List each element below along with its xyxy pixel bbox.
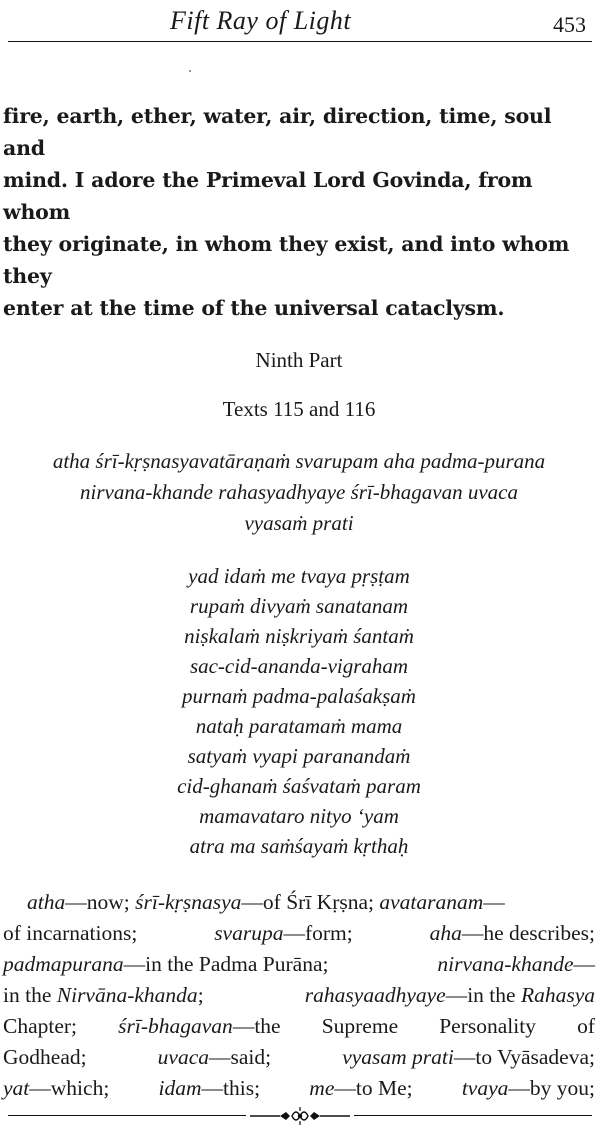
gloss: —said; — [209, 1045, 272, 1069]
synonyms-line — [3, 918, 595, 949]
lead-line: enter at the time of the universal cataclysm. — [3, 296, 505, 320]
term: Nirvāna-khanda — [56, 983, 198, 1007]
synonyms-line — [3, 1042, 595, 1073]
term: yat — [3, 1076, 30, 1100]
verse-line: mamavataro nityo ‘yam — [199, 804, 399, 828]
verse-line: niṣkalaṁ niṣkriyaṁ śantaṁ — [184, 624, 414, 648]
page-header — [0, 0, 600, 48]
term: Rahasya — [520, 983, 595, 1007]
gloss: Godhead; — [3, 1045, 87, 1069]
verse-line: satyaṁ vyapi paranandaṁ — [187, 744, 411, 768]
synonyms-line — [3, 1073, 595, 1104]
gloss: Supreme — [321, 1014, 399, 1038]
intro-line: vyasaṁ prati — [244, 511, 354, 535]
synonyms-line — [3, 1011, 595, 1042]
page-footer — [0, 1104, 600, 1128]
lead-line: they originate, in whom they exist, and into whom they — [3, 232, 570, 288]
intro-line: atha śrī-kṛṣnasyavatāraṇaṁ svarupam aha padma-purana — [52, 449, 546, 473]
term: aha — [429, 921, 462, 945]
synonyms-line — [3, 949, 595, 980]
term: vyasam prati — [342, 1045, 454, 1069]
gloss: Personality — [439, 1014, 536, 1038]
intro-line: nirvana-khande rahasyadhyaye śrī-bhagavan uvaca — [80, 480, 518, 504]
verse-line: sac-cid-ananda-vigraham — [189, 654, 409, 678]
gloss: —form; — [283, 921, 353, 945]
verse-line: atra ma saṁśayaṁ kṛthaḥ — [189, 834, 409, 858]
footer-rule-left — [8, 1115, 246, 1116]
gloss: of — [577, 1014, 595, 1038]
verse-line: cid-ghanaṁ śaśvataṁ param — [177, 774, 421, 798]
term: avataranam — [379, 890, 484, 914]
term: śrī-kṛṣnasya — [135, 890, 242, 914]
term: uvaca — [157, 1045, 210, 1069]
gloss: —by you; — [508, 1076, 595, 1100]
gloss: — — [483, 890, 505, 914]
gloss: of incarnations; — [3, 921, 138, 945]
verse-line: nataḥ paratamaṁ mama — [195, 714, 403, 738]
section-heading: Ninth Part — [255, 348, 343, 372]
page-body — [3, 100, 595, 1104]
verse-line: rupaṁ divyaṁ sanatanam — [189, 594, 409, 618]
gloss: —in the Padma Purāna; — [123, 952, 329, 976]
lead-paragraph — [3, 100, 595, 324]
running-title: Fift Ray of Light — [170, 6, 352, 35]
term: atha — [27, 890, 66, 914]
lead-line: mind. I adore the Primeval Lord Govinda, from whom — [3, 168, 533, 224]
synonyms-paragraph — [3, 887, 595, 1104]
header-rule — [8, 41, 592, 42]
gloss: —to Me; — [334, 1076, 413, 1100]
ornament-flourish-icon — [250, 1104, 350, 1128]
term: śrī-bhagavan — [118, 1014, 233, 1038]
verse-line: yad idaṁ me tvaya pṛṣṭam — [188, 564, 410, 588]
term: nirvana-khande — [437, 952, 574, 976]
gloss: —now; — [65, 890, 136, 914]
lead-line: fire, earth, ether, water, air, direction, time, soul and — [3, 104, 552, 160]
term: rahasyaadhyaye — [304, 983, 446, 1007]
gloss: ; — [197, 983, 204, 1007]
gloss: —of Śrī Kṛṣna; — [241, 890, 380, 914]
gloss: — — [573, 952, 595, 976]
verse-block — [3, 561, 595, 861]
texts-heading: Texts 115 and 116 — [222, 397, 376, 421]
ink-speck — [189, 70, 191, 72]
page-number: 453 — [553, 12, 586, 37]
term: idam — [158, 1076, 202, 1100]
gloss: —to Vyāsadeva; — [453, 1045, 595, 1069]
term: me — [309, 1076, 335, 1100]
synonyms-line — [3, 887, 595, 918]
gloss: —which; — [29, 1076, 110, 1100]
gloss: —this; — [201, 1076, 261, 1100]
gloss: —in the — [445, 983, 521, 1007]
term: tvaya — [461, 1076, 509, 1100]
verse-line: purnaṁ padma-palaśakṣaṁ — [182, 684, 416, 708]
term: svarupa — [214, 921, 284, 945]
synonyms-line — [3, 980, 595, 1011]
term: padmapurana — [3, 952, 124, 976]
footer-rule-right — [354, 1115, 592, 1116]
gloss: —he describes; — [461, 921, 595, 945]
gloss: —the — [232, 1014, 281, 1038]
intro-lines — [3, 446, 595, 539]
gloss: Chapter; — [3, 1014, 78, 1038]
gloss: in the — [3, 983, 57, 1007]
